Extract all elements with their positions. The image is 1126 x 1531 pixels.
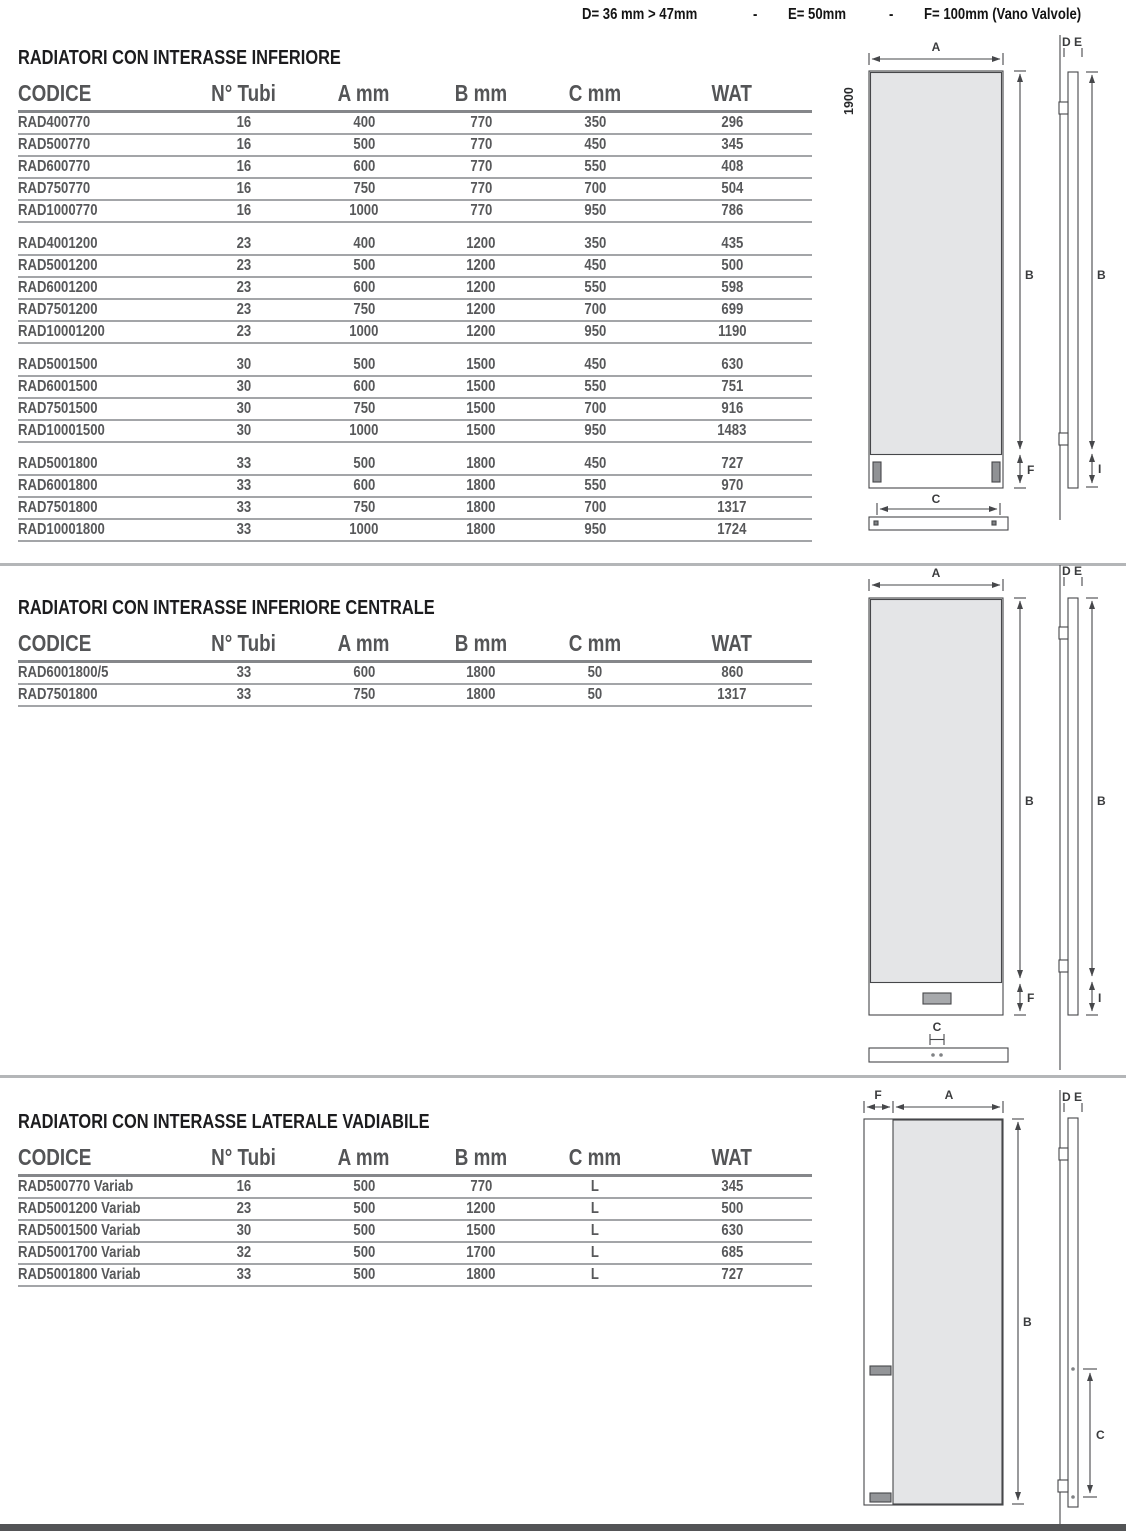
table-cell: 727 xyxy=(721,1266,743,1283)
table-cell: 600 xyxy=(353,279,375,296)
table-cell: 1500 xyxy=(466,400,496,417)
table-cell: 600 xyxy=(353,477,375,494)
table-cell: 950 xyxy=(584,202,606,219)
table-cell: 770 xyxy=(470,180,492,197)
column-header: B mm xyxy=(454,1144,508,1170)
dim-label-f: F xyxy=(1027,463,1035,477)
table-cell: 1000 xyxy=(349,323,379,340)
table-cell: 33 xyxy=(236,686,252,703)
table-cell: RAD5001500 xyxy=(18,356,98,373)
table-cell: RAD600770 xyxy=(18,158,91,175)
table-cell: RAD500770 xyxy=(18,136,91,153)
table-cell: 500 xyxy=(721,1200,743,1217)
table-row xyxy=(18,234,812,256)
table-row xyxy=(18,377,812,399)
table-cell: 950 xyxy=(584,323,606,340)
table-cell: 750 xyxy=(353,301,375,318)
table-cell: 23 xyxy=(236,257,252,274)
table-cell: 345 xyxy=(721,1178,743,1195)
table-row xyxy=(18,278,812,300)
table-cell: RAD4001200 xyxy=(18,235,98,252)
table-cell: 550 xyxy=(584,378,606,395)
table-cell: 23 xyxy=(236,235,252,252)
column-header: WAT xyxy=(711,1144,753,1170)
table-cell: 1317 xyxy=(717,499,747,516)
table-row xyxy=(18,454,812,476)
wall-mount-top xyxy=(1059,627,1068,639)
table-row xyxy=(18,399,812,421)
table-row xyxy=(18,322,812,344)
dim-label-i: I xyxy=(1098,991,1102,1005)
table-cell: 750 xyxy=(353,499,375,516)
connection-point-top xyxy=(1071,1367,1075,1371)
table-group xyxy=(18,454,812,542)
table-cell: 970 xyxy=(721,477,743,494)
table-cell: 1500 xyxy=(466,378,496,395)
table-cell: 350 xyxy=(584,235,606,252)
table-row xyxy=(18,300,812,322)
table-cell: 1800 xyxy=(466,521,496,538)
table-cell: 500 xyxy=(353,257,375,274)
radiators-table-laterale xyxy=(18,1134,812,1287)
table-cell: 786 xyxy=(721,202,743,219)
table-cell: 50 xyxy=(587,686,603,703)
table-cell: 1317 xyxy=(717,686,747,703)
connection-point-bottom xyxy=(1071,1495,1075,1499)
table-cell: 770 xyxy=(470,158,492,175)
table-cell: 33 xyxy=(236,664,252,681)
table-cell: 770 xyxy=(470,136,492,153)
table-cell: 1800 xyxy=(466,686,496,703)
table-cell: 1800 xyxy=(466,455,496,472)
section-interasse-laterale xyxy=(18,1110,812,1287)
table-cell: 770 xyxy=(470,1178,492,1195)
table-cell: RAD400770 xyxy=(18,114,91,131)
table-cell: 770 xyxy=(470,202,492,219)
table-cell: 500 xyxy=(353,1222,375,1239)
table-cell: 600 xyxy=(353,664,375,681)
table-cell: 700 xyxy=(584,400,606,417)
wall-mount-top xyxy=(1059,1148,1068,1160)
table-cell: 33 xyxy=(236,477,252,494)
table-cell: 1200 xyxy=(466,257,496,274)
column-header: N° Tubi xyxy=(211,80,277,106)
table-cell: 400 xyxy=(353,235,375,252)
table-cell: 750 xyxy=(353,180,375,197)
table-cell: RAD7501500 xyxy=(18,400,98,417)
table-cell: 1190 xyxy=(717,323,747,340)
table-row xyxy=(18,1243,812,1265)
table-row xyxy=(18,520,812,542)
table-row xyxy=(18,135,812,157)
dim-label-i: I xyxy=(1098,462,1102,476)
table-cell: RAD10001800 xyxy=(18,521,105,538)
table-cell: 16 xyxy=(236,158,252,175)
table-cell: 630 xyxy=(721,1222,743,1239)
legend-e: E= 50mm xyxy=(788,6,847,23)
table-row xyxy=(18,201,812,223)
dim-label-a: A xyxy=(931,40,941,54)
table-cell: RAD6001200 xyxy=(18,279,98,296)
diagram-inferiore xyxy=(830,33,1126,548)
table-cell: RAD7501800 xyxy=(18,499,98,516)
central-connector xyxy=(923,993,951,1004)
table-cell: 770 xyxy=(470,114,492,131)
table-group xyxy=(18,234,812,344)
table-row xyxy=(18,498,812,520)
table-cell: 33 xyxy=(236,1266,252,1283)
column-header: WAT xyxy=(711,630,753,656)
table-cell: RAD5001500 Variab xyxy=(18,1222,141,1239)
dim-label-e: E xyxy=(1074,35,1083,49)
table-cell: 1800 xyxy=(466,499,496,516)
front-view xyxy=(864,1090,1032,1505)
table-cell: 860 xyxy=(721,664,743,681)
table-cell: 500 xyxy=(721,257,743,274)
legend-d: D= 36 mm > 47mm xyxy=(582,6,698,23)
table-cell: 727 xyxy=(721,455,743,472)
table-row xyxy=(18,1199,812,1221)
lateral-connector-top xyxy=(870,1366,891,1375)
table-cell: 33 xyxy=(236,499,252,516)
table-cell: L xyxy=(590,1200,600,1217)
table-cell: 550 xyxy=(584,158,606,175)
dim-label-c: C xyxy=(1096,1428,1105,1442)
table-cell: 500 xyxy=(353,1200,375,1217)
table-row xyxy=(18,1265,812,1287)
column-header: B mm xyxy=(454,630,508,656)
wall-mount-top xyxy=(1059,102,1068,114)
table-group xyxy=(18,1177,812,1287)
table-group xyxy=(18,355,812,443)
table-cell: 1000 xyxy=(349,521,379,538)
table-cell: RAD500770 Variab xyxy=(18,1178,134,1195)
table-cell: L xyxy=(590,1244,600,1261)
table-cell: 1483 xyxy=(717,422,747,439)
table-cell: 16 xyxy=(236,180,252,197)
table-cell: RAD5001700 Variab xyxy=(18,1244,141,1261)
table-cell: 700 xyxy=(584,499,606,516)
section-interasse-inferiore xyxy=(18,46,812,542)
table-cell: 500 xyxy=(353,455,375,472)
radiators-table-inferiore xyxy=(18,70,812,542)
table-cell: RAD6001800/5 xyxy=(18,664,109,681)
dim-label-d: D xyxy=(1062,35,1071,49)
dim-label-d: D xyxy=(1062,565,1071,578)
column-header: A mm xyxy=(338,80,390,106)
table-cell: 450 xyxy=(584,257,606,274)
table-row xyxy=(18,476,812,498)
table-cell: 23 xyxy=(236,301,252,318)
table-cell: 750 xyxy=(353,400,375,417)
table-cell: 1500 xyxy=(466,1222,496,1239)
section-interasse-inferiore-centrale xyxy=(18,596,812,707)
table-cell: 600 xyxy=(353,158,375,175)
side-view xyxy=(1059,565,1106,1070)
table-header-row xyxy=(18,70,812,113)
table-cell: 550 xyxy=(584,279,606,296)
lateral-connector-bottom xyxy=(870,1493,891,1502)
table-cell: 1000 xyxy=(349,422,379,439)
table-cell: 16 xyxy=(236,202,252,219)
diagram-laterale xyxy=(830,1090,1126,1531)
column-header: N° Tubi xyxy=(211,1144,277,1170)
table-row xyxy=(18,157,812,179)
table-cell: RAD5001200 xyxy=(18,257,98,274)
wall-mount-bottom xyxy=(1059,960,1068,972)
table-cell: 23 xyxy=(236,323,252,340)
dim-label-b: B xyxy=(1097,794,1106,808)
table-cell: 435 xyxy=(721,235,743,252)
table-cell: 1500 xyxy=(466,356,496,373)
column-header: CODICE xyxy=(18,80,92,106)
table-cell: RAD5001200 Variab xyxy=(18,1200,141,1217)
table-row xyxy=(18,1177,812,1199)
dim-label-d: D xyxy=(1062,1090,1071,1104)
table-cell: 950 xyxy=(584,422,606,439)
table-cell: 1800 xyxy=(466,664,496,681)
table-cell: 296 xyxy=(721,114,743,131)
dim-label-a: A xyxy=(931,566,941,580)
front-view xyxy=(869,566,1034,1062)
table-cell: 500 xyxy=(353,1266,375,1283)
dim-label-b: B xyxy=(1097,268,1106,282)
table-cell: L xyxy=(590,1222,600,1239)
section-title: RADIATORI CON INTERASSE INFERIORE CENTRALE xyxy=(18,597,435,619)
table-cell: RAD6001500 xyxy=(18,378,98,395)
table-cell: 30 xyxy=(236,356,252,373)
table-cell: L xyxy=(590,1266,600,1283)
wall-bracket xyxy=(869,517,1008,530)
section-title: RADIATORI CON INTERASSE LATERALE VADIABILE xyxy=(18,1111,430,1133)
section-divider xyxy=(0,1075,1126,1078)
page-bottom-rule xyxy=(0,1524,1126,1531)
wall-mount-bottom xyxy=(1059,433,1068,445)
column-header: C mm xyxy=(568,80,622,106)
table-cell: 350 xyxy=(584,114,606,131)
table-cell: 33 xyxy=(236,521,252,538)
table-row xyxy=(18,663,812,685)
legend-separator: - xyxy=(752,6,758,23)
column-header: A mm xyxy=(338,1144,390,1170)
dim-label-f: F xyxy=(874,1090,882,1102)
table-cell: 700 xyxy=(584,301,606,318)
valve-connector-left xyxy=(873,462,881,482)
dim-label-f: F xyxy=(1027,991,1035,1005)
table-header-row xyxy=(18,620,812,663)
column-header: CODICE xyxy=(18,1144,92,1170)
table-row xyxy=(18,113,812,135)
column-header: C mm xyxy=(568,1144,622,1170)
table-cell: 1700 xyxy=(466,1244,496,1261)
table-cell: 685 xyxy=(721,1244,743,1261)
table-cell: RAD7501200 xyxy=(18,301,98,318)
table-cell: 30 xyxy=(236,1222,252,1239)
wall-bracket xyxy=(869,1048,1008,1062)
table-cell: 450 xyxy=(584,455,606,472)
table-row xyxy=(18,355,812,377)
table-cell: 16 xyxy=(236,1178,252,1195)
table-cell: 32 xyxy=(236,1244,252,1261)
table-cell: RAD10001200 xyxy=(18,323,105,340)
table-cell: RAD10001500 xyxy=(18,422,105,439)
table-cell: 500 xyxy=(353,1178,375,1195)
table-cell: 550 xyxy=(584,477,606,494)
column-header: A mm xyxy=(338,630,390,656)
table-cell: L xyxy=(590,1178,600,1195)
table-cell: 345 xyxy=(721,136,743,153)
wall-mount-bottom xyxy=(1058,1480,1068,1492)
side-view xyxy=(1058,1090,1105,1531)
table-row xyxy=(18,179,812,201)
radiators-table-centrale xyxy=(18,620,812,707)
table-cell: 699 xyxy=(721,301,743,318)
table-cell: RAD1000770 xyxy=(18,202,98,219)
table-cell: 23 xyxy=(236,1200,252,1217)
dim-label-b: B xyxy=(1025,268,1034,282)
diagram-inferiore-centrale xyxy=(830,565,1126,1073)
table-cell: RAD750770 xyxy=(18,180,91,197)
table-cell: 30 xyxy=(236,400,252,417)
table-cell: 1200 xyxy=(466,301,496,318)
table-cell: 30 xyxy=(236,422,252,439)
table-cell: 1724 xyxy=(717,521,747,538)
table-cell: 400 xyxy=(353,114,375,131)
column-header: WAT xyxy=(711,80,753,106)
table-cell: 1800 xyxy=(466,1266,496,1283)
table-cell: 598 xyxy=(721,279,743,296)
front-view xyxy=(842,40,1034,530)
table-cell: RAD7501800 xyxy=(18,686,98,703)
table-cell: 23 xyxy=(236,279,252,296)
table-cell: RAD5001800 xyxy=(18,455,98,472)
table-cell: 916 xyxy=(721,400,743,417)
dim-label-c: C xyxy=(931,492,941,506)
column-header: C mm xyxy=(568,630,622,656)
table-cell: 1200 xyxy=(466,279,496,296)
table-cell: 16 xyxy=(236,114,252,131)
table-cell: 1200 xyxy=(466,1200,496,1217)
table-cell: 600 xyxy=(353,378,375,395)
dim-label-c: C xyxy=(932,1020,942,1034)
table-cell: 500 xyxy=(353,1244,375,1261)
table-cell: 450 xyxy=(584,136,606,153)
table-cell: RAD6001800 xyxy=(18,477,98,494)
table-cell: 30 xyxy=(236,378,252,395)
table-row xyxy=(18,256,812,278)
table-cell: 751 xyxy=(721,378,743,395)
dim-label-a: A xyxy=(944,1090,954,1102)
table-cell: 700 xyxy=(584,180,606,197)
table-row xyxy=(18,421,812,443)
table-header-row xyxy=(18,1134,812,1177)
column-header: N° Tubi xyxy=(211,630,277,656)
table-row xyxy=(18,685,812,707)
total-height-label: 1900 xyxy=(842,87,856,115)
side-view xyxy=(1059,35,1106,520)
dim-label-b: B xyxy=(1025,794,1034,808)
dim-label-e: E xyxy=(1074,565,1083,578)
table-cell: 1800 xyxy=(466,477,496,494)
table-cell: 1200 xyxy=(466,323,496,340)
table-cell: 500 xyxy=(353,136,375,153)
table-group xyxy=(18,663,812,707)
table-cell: 1000 xyxy=(349,202,379,219)
column-header: CODICE xyxy=(18,630,92,656)
table-cell: 408 xyxy=(721,158,743,175)
table-cell: 50 xyxy=(587,664,603,681)
dim-label-e: E xyxy=(1074,1090,1083,1104)
table-row xyxy=(18,1221,812,1243)
table-cell: 500 xyxy=(353,356,375,373)
column-header: B mm xyxy=(454,80,508,106)
table-cell: 950 xyxy=(584,521,606,538)
table-cell: 1200 xyxy=(466,235,496,252)
table-cell: RAD5001800 Variab xyxy=(18,1266,141,1283)
valve-connector-right xyxy=(992,462,1000,482)
table-group xyxy=(18,113,812,223)
table-cell: 630 xyxy=(721,356,743,373)
table-cell: 504 xyxy=(721,180,743,197)
table-cell: 16 xyxy=(236,136,252,153)
table-cell: 450 xyxy=(584,356,606,373)
dim-label-b: B xyxy=(1023,1315,1032,1329)
table-cell: 33 xyxy=(236,455,252,472)
section-title: RADIATORI CON INTERASSE INFERIORE xyxy=(18,47,341,69)
legend-f: F= 100mm (Vano Valvole) xyxy=(924,6,1082,23)
table-cell: 750 xyxy=(353,686,375,703)
legend-separator: - xyxy=(889,6,894,23)
table-cell: 1500 xyxy=(466,422,496,439)
dimension-legend xyxy=(582,6,1116,24)
